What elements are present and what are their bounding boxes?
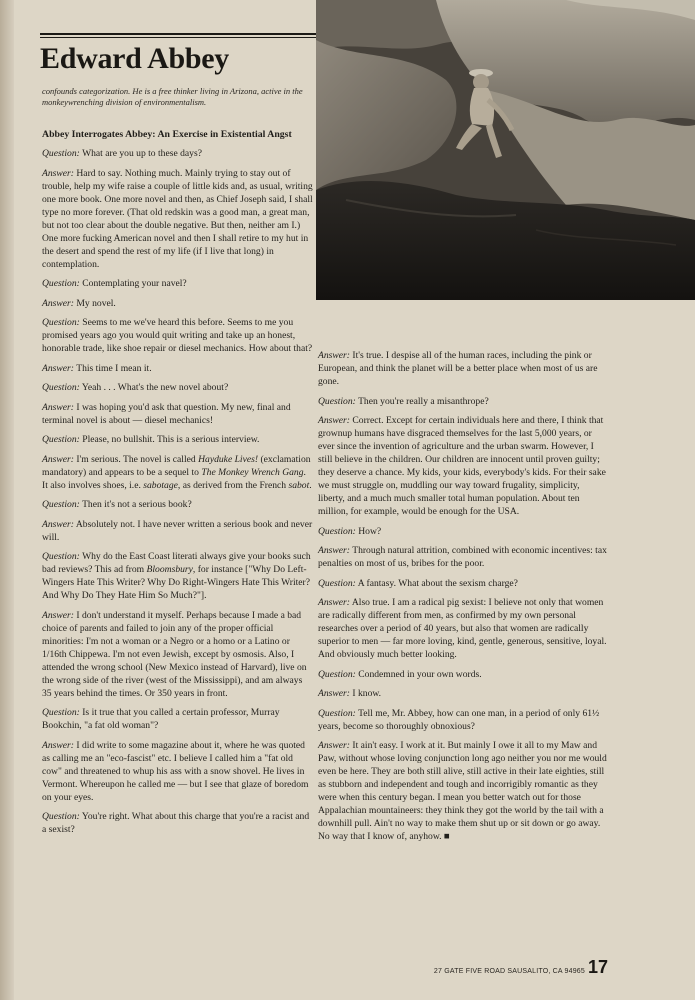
photo-author-by-pool — [316, 0, 695, 300]
qa-paragraph: Question: Then it's not a serious book? — [42, 499, 192, 510]
article-title: Edward Abbey — [40, 42, 229, 75]
qa-paragraph: Question: How? — [318, 525, 382, 537]
qa-paragraph: Answer: Also true. I am a radical pig sexist: I believe not only that women are radically different from men, as confirmed by my own personal researches over a period of 40 years, but also that women are radically superior to men — far more loving, kind, gentle, generous, sensitive, loyal. And obviously much better looking. — [318, 597, 607, 660]
qa-paragraph: Question: You're right. What about this charge that you're a racist and a sexist? — [42, 811, 310, 835]
page-spine-shadow — [0, 0, 14, 1000]
qa-paragraph: Answer: I'm serious. The novel is called Hayduke Lives! (exclamation mandatory) and appears to be a sequel to The Monkey Wrench Gang. It also involves shoes, i.e. sabotage, as derived from the French sabot. — [42, 453, 312, 491]
title-rule-thick — [40, 33, 316, 35]
qa-paragraph: Answer: This time I mean it. — [42, 362, 152, 374]
qa-paragraph: Answer: It's true. I despise all of the human races, including the pink or European, and think the planet will be a better place when most of us are gone. — [318, 350, 598, 387]
qa-paragraph: Question: Please, no bullshit. This is a serious interview. — [42, 434, 260, 445]
footer-address: 27 GATE FIVE ROAD SAUSALITO, CA 94965 — [433, 968, 585, 975]
qa-paragraph: Question: Condemned in your own words. — [318, 668, 482, 680]
text-column-left — [42, 128, 314, 843]
qa-paragraph: Answer: Absolutely not. I have never written a serious book and never will. — [42, 518, 313, 543]
title-rule-thin — [40, 37, 316, 38]
qa-paragraph: Answer: Correct. Except for certain individuals here and there, I think that grownup humans have disgraced themselves for the last 5,000 years, or ever since the invention of agriculture and the urban swarm. However, I still believe in the children. Our children are innocent until proven guilty; they deserve a chance. My kids, your kids, everybody's kids. For their sake we must struggle on, muddling our way toward frugality, simplicity, liberty, and a much much smaller total human population. About ten million, for example, would be enough for the USA. — [318, 415, 606, 517]
qa-paragraph: Question: Why do the East Coast literati always give your books such bad reviews? This ad from Bloomsbury, for instance ["Why Do Left-Wingers Hate This Writer? Why Do Right-Wingers Hate This Writer? And Why Do They Hate Him So Much?"]. — [42, 551, 311, 601]
qa-paragraph: Question: Then you're really a misanthrope? — [318, 395, 489, 407]
qa-paragraph: Answer: I don't understand it myself. Perhaps because I made a bad choice of parents and failed to join any of the proper official minorities: I'm not a woman or a Negro or a homo or a Latino or 1/16th Chippewa. I'm not even Jewish, except by osmosis. Also, I attended the wrong school (New Mexico instead of Harvard), live on the wrong side of the river (west of the Mississippi), and am always 35 years behind the times. Or 350 years in front. — [42, 609, 307, 699]
qa-paragraph: Answer: It ain't easy. I work at it. But mainly I owe it all to my Maw and Paw, without whose loving conjunction long ago neither you nor me would even be here. They are both still alive, still active in their late eighties, still as stubborn and independent and tough and incorrigibly romantic as they were when this century began. I mean you better watch out for those Appalachian mountaineers: they think they got the world by the tail with a downhill pull. Ain't no way to make them shut up or sit down or go away. No way that I know of, anyhow. ■ — [318, 740, 607, 842]
page-number: 17 — [588, 957, 609, 977]
qa-paragraph: Answer: My novel. — [42, 297, 116, 309]
article-heading: Abbey Interrogates Abbey: An Exercise in Existential Angst — [42, 129, 292, 140]
qa-paragraph: Question: Contemplating your navel? — [42, 278, 187, 289]
qa-paragraph: Answer: Hard to say. Nothing much. Mainly trying to stay out of trouble, help my wife raise a couple of little kids and, as usual, writing one more book. One more novel and then, as Chief Joseph said, I shall type no more forever. (That old redskin was a good man, a great man, but not too clear about the double negative. But then, neither am I.) One more fucking American novel and then I shall retire to my hut in the desert and spend the rest of my life (if I live that long) in contemplation. — [42, 167, 313, 270]
qa-paragraph: Answer: Through natural attrition, combined with economic incentives: tax penalties on most of us, bribes for the poor. — [318, 545, 607, 569]
qa-paragraph: Question: Yeah . . . What's the new novel about? — [42, 382, 229, 393]
qa-paragraph: Question: Tell me, Mr. Abbey, how can one man, in a period of only 61½ years, become so thoroughly obnoxious? — [318, 707, 600, 732]
qa-paragraph: Answer: I did write to some magazine about it, where he was quoted as calling me an "eco-fascist" etc. I believe I called him a "fat old cow" and threatened to whup his ass with a snow shovel. He lives in Vermont. Whereupon he called me — but I see that glaze of boredom on your eyes. — [42, 739, 309, 803]
qa-paragraph: Question: What are you up to these days? — [42, 148, 202, 159]
qa-paragraph: Question: A fantasy. What about the sexism charge? — [318, 577, 518, 589]
qa-paragraph: Question: Is it true that you called a certain professor, Murray Bookchin, "a fat old woman"? — [42, 707, 280, 731]
qa-paragraph: Question: Seems to me we've heard this before. Seems to me you promised years ago you would quit writing and take up an honest, honorable trade, like shoe repair or diesel mechanics. How about that? — [42, 317, 313, 354]
author-bio: confounds categorization. He is a free thinker living in Arizona, active in the monkeywrenching division of environmentalism. — [42, 86, 303, 107]
qa-paragraph: Answer: I know. — [318, 688, 382, 699]
qa-paragraph: Answer: I was hoping you'd ask that question. My new, final and terminal novel is about — diesel mechanics! — [42, 401, 291, 426]
text-column-right — [318, 349, 608, 850]
photo-illustration — [316, 0, 695, 300]
